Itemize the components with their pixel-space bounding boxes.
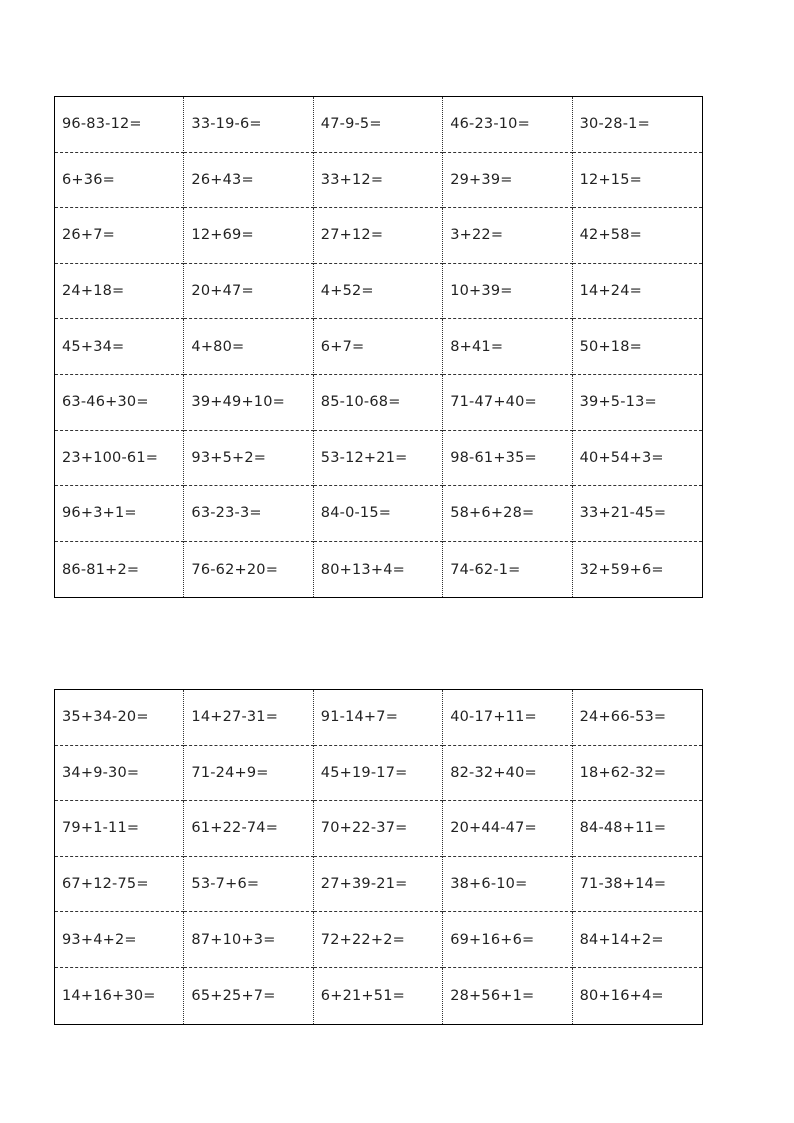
problem-cell: 39+5-13=: [573, 375, 702, 431]
problem-cell: 42+58=: [573, 208, 702, 264]
problem-cell: 26+43=: [184, 153, 313, 209]
problem-cell: 40-17+11=: [443, 690, 572, 746]
problem-cell: 80+16+4=: [579, 987, 664, 1004]
problem-cell: 65+25+7=: [184, 968, 313, 1024]
problem-cell: 12+15=: [573, 153, 702, 209]
problem-cell: 80+13+4=: [314, 542, 443, 598]
problem-cell: 10+39=: [443, 264, 572, 320]
problem-cell: 47-9-5=: [314, 97, 443, 153]
problem-cell: 93+5+2=: [184, 431, 313, 487]
problem-cell: 76-62+20=: [184, 542, 313, 598]
problem-cell: 79+1-11=: [55, 801, 184, 857]
problem-cell: 69+16+6=: [443, 912, 572, 968]
problem-cell: 14+16+30=: [55, 968, 184, 1024]
problem-cell: 14+27-31=: [184, 690, 313, 746]
problem-cell: 86-81+2=: [55, 542, 184, 598]
problem-cell: 4+80=: [184, 319, 313, 375]
problem-cell: 6+7=: [314, 319, 443, 375]
problem-cell: 74-62-1=: [443, 542, 572, 598]
arithmetic-table-2: [54, 689, 703, 1025]
problem-cell: 84-48+11=: [573, 801, 702, 857]
problem-cell: 67+12-75=: [55, 857, 184, 913]
problem-cell: 91-14+7=: [314, 690, 443, 746]
problem-cell: 34+9-30=: [55, 746, 184, 802]
problem-cell: 61+22-74=: [184, 801, 313, 857]
problem-cell: 71-47+40=: [443, 375, 572, 431]
problem-cell: 24+18=: [55, 264, 184, 320]
problem-cell: 71-24+9=: [184, 746, 313, 802]
problem-cell: 4+52=: [314, 264, 443, 320]
problem-cell: 40+54+3=: [573, 431, 702, 487]
problem-cell: 45+19-17=: [314, 746, 443, 802]
problem-cell: 32+59+6=: [579, 561, 664, 578]
problem-cell: 71-38+14=: [573, 857, 702, 913]
problem-cell: 93+4+2=: [55, 912, 184, 968]
problem-cell: 29+39=: [443, 153, 572, 209]
problem-cell: 58+6+28=: [443, 486, 572, 542]
problem-cell: 35+34-20=: [55, 690, 184, 746]
problem-cell: 3+22=: [443, 208, 572, 264]
problem-cell: 33-19-6=: [184, 97, 313, 153]
problem-cell: 12+69=: [184, 208, 313, 264]
problem-cell: 6+21+51=: [314, 968, 443, 1024]
problem-cell: 70+22-37=: [314, 801, 443, 857]
problem-cell: 33+21-45=: [573, 486, 702, 542]
problem-cell: 53-12+21=: [314, 431, 443, 487]
problem-cell: 84+14+2=: [573, 912, 702, 968]
problem-cell: 20+47=: [184, 264, 313, 320]
problem-cell: 96-83-12=: [55, 97, 184, 153]
problem-cell: 63-23-3=: [184, 486, 313, 542]
problem-cell: 53-7+6=: [184, 857, 313, 913]
problem-cell: 27+39-21=: [314, 857, 443, 913]
problem-cell: 87+10+3=: [184, 912, 313, 968]
problem-cell: 27+12=: [314, 208, 443, 264]
problem-cell: 38+6-10=: [443, 857, 572, 913]
problem-cell: 6+36=: [55, 153, 184, 209]
problem-cell: 30-28-1=: [573, 97, 702, 153]
problem-cell: 33+12=: [314, 153, 443, 209]
problem-cell: 28+56+1=: [443, 968, 572, 1024]
problem-cell: 63-46+30=: [55, 375, 184, 431]
problem-cell: 46-23-10=: [443, 97, 572, 153]
problem-cell: 85-10-68=: [314, 375, 443, 431]
problem-cell: 18+62-32=: [573, 746, 702, 802]
problem-cell: 26+7=: [55, 208, 184, 264]
problem-cell: 84-0-15=: [314, 486, 443, 542]
problem-cell: 50+18=: [573, 319, 702, 375]
problem-cell: 8+41=: [443, 319, 572, 375]
problem-cell: 82-32+40=: [443, 746, 572, 802]
problem-cell: 98-61+35=: [443, 431, 572, 487]
problem-cell: 72+22+2=: [314, 912, 443, 968]
problem-cell: 20+44-47=: [443, 801, 572, 857]
problem-cell: 45+34=: [55, 319, 184, 375]
arithmetic-table-1: [54, 96, 703, 598]
problem-cell: 23+100-61=: [55, 431, 184, 487]
problem-cell: 24+66-53=: [573, 690, 702, 746]
problem-cell: 96+3+1=: [55, 486, 184, 542]
problem-cell: 39+49+10=: [184, 375, 313, 431]
problem-cell: 14+24=: [573, 264, 702, 320]
